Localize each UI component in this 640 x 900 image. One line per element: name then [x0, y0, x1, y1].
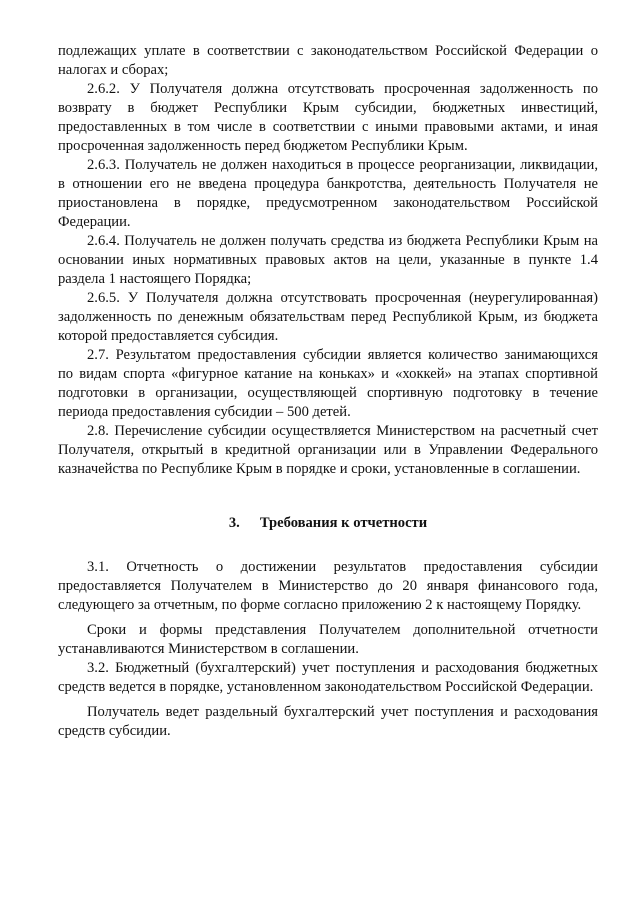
- paragraph-2-6-5: 2.6.5. У Получателя должна отсутствовать просроченная (неурегулированная) задолженность по денежным обязательствам перед Республикой Крым, из бюджета которой предоставляется субсидия.: [58, 290, 598, 344]
- paragraph-2-8: 2.8. Перечисление субсидии осуществляется Министерством на расчетный счет Получателя, открытый в кредитной организации или в Управлении Федерального казначейства по Республике Крым в порядке и сроки, установленные в соглашении.: [58, 423, 598, 477]
- paragraph-3-1: 3.1. Отчетность о достижении результатов предоставления субсидии предоставляется Получателем в Министерство до 20 января финансового года, следующего за отчетным, по форме согласно приложению 2 к настоящему Порядку.: [58, 559, 598, 613]
- paragraph-3-2: 3.2. Бюджетный (бухгалтерский) учет поступления и расходования бюджетных средств ведется в порядке, установленном законодательством Российской Федерации.: [58, 660, 598, 695]
- section-heading: [58, 513, 598, 533]
- section-heading-text: [229, 513, 427, 533]
- section-title: Требования к отчетности: [259, 515, 428, 531]
- document-body: [58, 42, 598, 741]
- paragraph-2-6-4: 2.6.4. Получатель не должен получать средства из бюджета Республики Крым на основании иных нормативных правовых актов на цели, указанные в пункте 1.4 раздела 1 настоящего Порядка;: [58, 233, 598, 287]
- paragraph-additional-reporting: Сроки и формы представления Получателем дополнительной отчетности устанавливаются Министерством в соглашении.: [58, 622, 598, 657]
- paragraph-separate-accounting: Получатель ведет раздельный бухгалтерский учет поступления и расходования средств субсидии.: [58, 704, 598, 739]
- paragraph-2-6-3: 2.6.3. Получатель не должен находиться в процессе реорганизации, ликвидации, в отношении его не введена процедура банкротства, деятельность Получателя не приостановлена в порядке, предусмотренном законодательством Российской Федерации.: [58, 157, 598, 230]
- section-number: 3.: [228, 515, 240, 531]
- paragraph-2-7: 2.7. Результатом предоставления субсидии является количество занимающихся по видам спорта «фигурное катание на коньках» и «хоккей» на этапах спортивной подготовки в организации, осуществляющей спортивную подготовку в течение периода предоставления субсидии – 500 детей.: [58, 347, 598, 420]
- paragraph-2-6-2: 2.6.2. У Получателя должна отсутствовать просроченная задолженность по возврату в бюджет Республики Крым субсидии, бюджетных инвестиций, предоставленных в том числе в соответствии с иными правовыми актами, и иная просроченная задолженность перед бюджетом Республики Крым.: [58, 81, 598, 154]
- paragraph-continuation: подлежащих уплате в соответствии с законодательством Российской Федерации о налогах и сборах;: [58, 43, 598, 78]
